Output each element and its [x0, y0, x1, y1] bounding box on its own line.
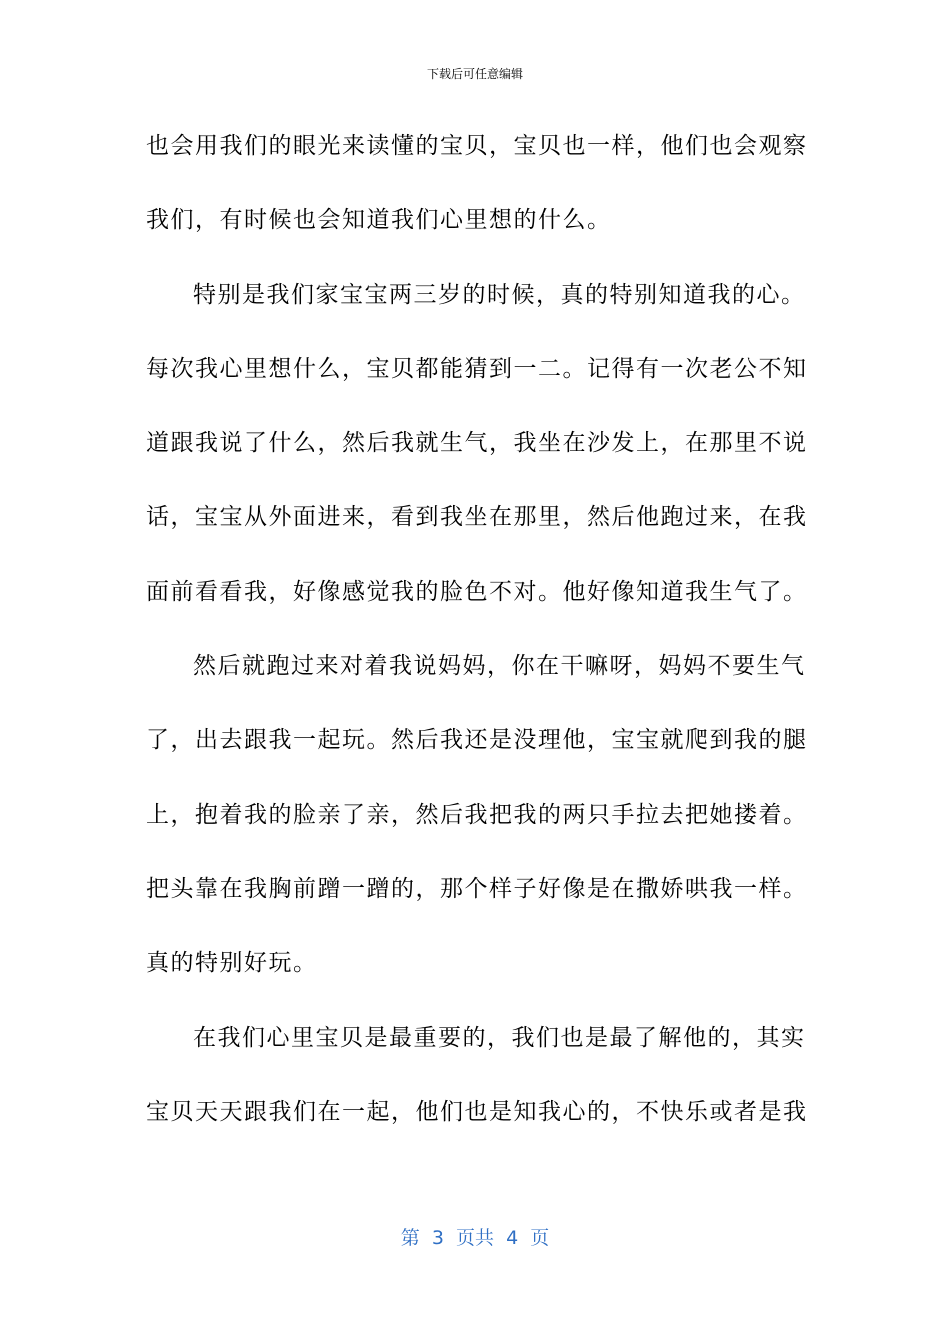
text-line: 特别是我们家宝宝两三岁的时候，真的特别知道我的心。	[193, 281, 806, 308]
text-line: 每次我心里想什么，宝贝都能猜到一二。记得有一次老公不知	[146, 355, 808, 382]
text-line: 了，出去跟我一起玩。然后我还是没理他，宝宝就爬到我的腿	[146, 727, 808, 754]
body-text	[146, 116, 808, 1156]
page-number-footer: 第 3 页共 4 页	[400, 1227, 550, 1249]
text-line: 上，抱着我的脸亲了亲，然后我把我的两只手拉去把她搂着。	[146, 801, 808, 828]
text-line: 面前看看我，好像感觉我的脸色不对。他好像知道我生气了。	[146, 578, 808, 605]
header-note: 下载后可任意编辑	[426, 67, 523, 81]
text-line: 我们，有时候也会知道我们心里想的什么。	[146, 207, 612, 234]
text-line: 也会用我们的眼光来读懂的宝贝，宝贝也一样，他们也会观察	[146, 133, 808, 159]
text-line: 宝贝天天跟我们在一起，他们也是知我心的，不快乐或者是我	[146, 1098, 808, 1125]
text-line: 真的特别好玩。	[146, 950, 318, 977]
text-line: 在我们心里宝贝是最重要的，我们也是最了解他的，其实	[193, 1024, 806, 1051]
text-line: 把头靠在我胸前蹭一蹭的，那个样子好像是在撒娇哄我一样。	[146, 875, 808, 902]
text-line: 话，宝宝从外面进来，看到我坐在那里，然后他跑过来，在我	[146, 504, 808, 531]
text-line: 道跟我说了什么，然后我就生气，我坐在沙发上，在那里不说	[146, 430, 808, 457]
text-line: 然后就跑过来对着我说妈妈，你在干嘛呀，妈妈不要生气	[193, 653, 806, 680]
